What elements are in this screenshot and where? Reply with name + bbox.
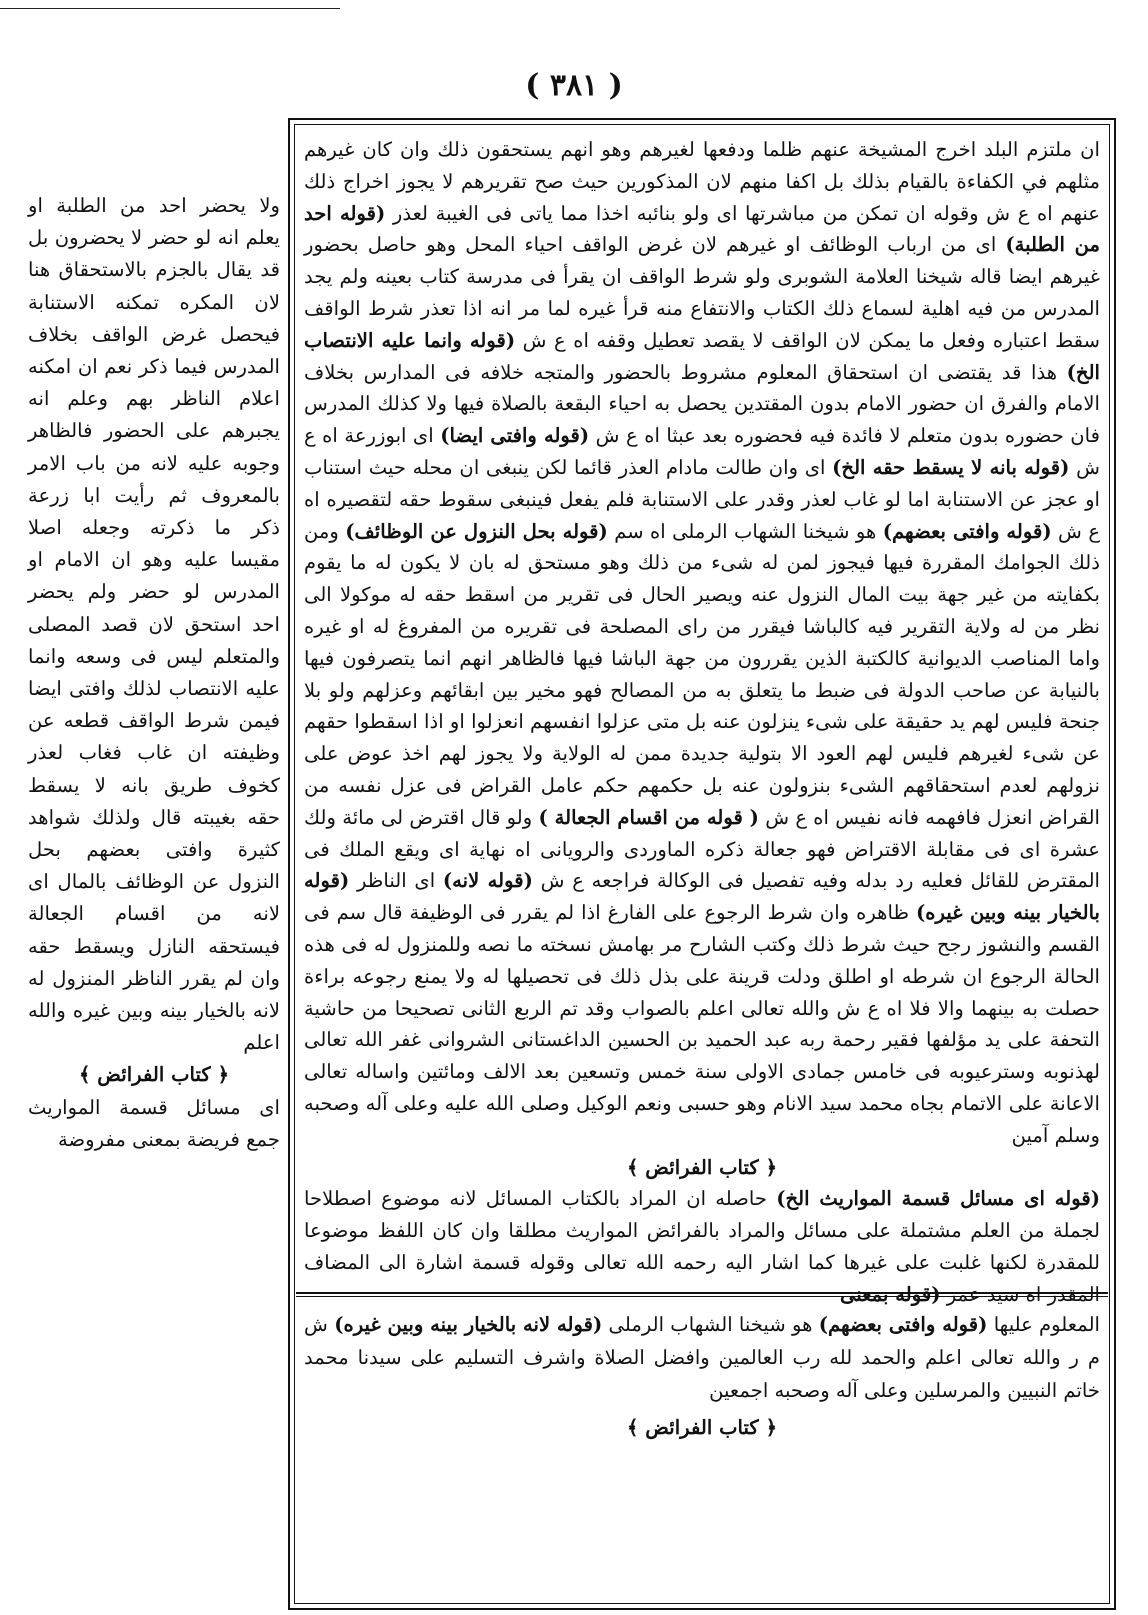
qawluhu-keyword: (قوله بمعنى (839, 1282, 941, 1306)
qawluhu-keyword: (قوله وافتى بعضهم) (882, 519, 1052, 543)
footer-text: المعلوم عليها (993, 1313, 1100, 1336)
qawluhu-keyword: (قوله احد من الطلبة) (304, 201, 1100, 257)
footer-divider-inner (296, 1296, 1108, 1297)
qawluhu-keyword: (قوله وافتى بعضهم) (818, 1313, 988, 1336)
qawluhu-keyword: (قوله وافتى ايضا) (440, 424, 590, 448)
qawluhu-keyword: (قوله اى مسائل قسمة المواريث الخ) (776, 1187, 1100, 1211)
commentary-text: حاصله ان المراد بالكتاب المسائل لانه موضوع اصطلاحا لجملة من العلم مشتملة على مسائل والمراد بالفرائض المواريث مطلقا وان كان اللفظ موضوعا للمقدرة لكنها غلبت على غيرها كما اشار اليه رحمه الله تعالى وقوله قسمة اشارة الى المضاف المقدر اه سيد عمر (304, 1187, 1100, 1306)
commentary-paragraph (304, 134, 1100, 1152)
commentary-text: ومن ذلك الجوامك المقررة فيها فيجوز لمن له شىء من ذلك وهو مستحق له بان لا يكون له ما يقوم بكفايته من غير جهة بيت المال النزول عنه ويصير الحال فى تقرير من اسقط حقه له موكولا الى نظر من له ولاية التقرير فيه كالباشا فيقرر من راى المصلحة فى تقريره من المفروغ له او غيره واما المناصب الديوانية كالكتبة الذين يقررون من جهة الباشا فيها فالظاهر انهم انما يتصرفون فيها بالنيابة عن صاحب الدولة فى ضبط ما يتعلق به من المصالح فهو مخير بين ابقائهم وعزلهم ولو بلا جنحة فليس لهم يد حقيقة على شىء ينزلون عنه بل متى عزلوا انفسهم انعزلوا او اذا اسقطوا حقهم عن شىء لغيرهم فليس لهم العود الا بتولية جديدة ممن له الولاية ولا يجوز لهم اخذ عوض على نزولهم لعدم استحقاقهم الشىء بنزولون عنه بل حكمهم حكم عامل القراض فى عزل نفسه من القراض انعزل فافهمه فانه نفيس اه ع ش (304, 519, 1100, 829)
footer-section-heading: ﴿ كتاب الفرائض ﴾ (626, 1416, 778, 1439)
qawluhu-keyword: (قوله بانه لا يسقط حقه الخ) (832, 455, 1070, 479)
qawluhu-keyword: (قوله وانما عليه الانتصاب الخ) (304, 328, 1100, 384)
footer-paragraph (304, 1308, 1100, 1407)
commentary-text: ان ملتزم البلد اخرج المشيخة عنهم ظلما ودفعها لغيرهم وهو انهم يستحقون ذلك وان كان غيرهم مثلهم في الكفاءة بالقيام بذلك بل اكفا منهم لان المذكورين حيث صح تقريرهم لا يجوز اخراج ذلك عنهم اه ع ش وقوله ان تمكن من مباشرتها اى ولو بنائبه اخذا مما ياتى فى الغيبة لعذر (304, 138, 1100, 225)
qawluhu-keyword: (قوله لانه بالخيار بينه وبين غيره) (334, 1313, 603, 1336)
footer-commentary (304, 1308, 1100, 1598)
matn-text-2: اى مسائل قسمة المواريث جمع فريضة بمعنى مفروضة (28, 1095, 280, 1151)
commentary-body (304, 134, 1101, 1306)
matn-text: ولا يحضر احد من الطلبة او يعلم انه لو حضر لا يحضرون بل قد يقال بالجزم بالاستحقاق هنا لان المكره تمكنه الاستنابة فيحصل غرض الواقف بخلاف المدرس فيما ذكر نعم ان امكنه اعلام الناظر بهم وعلم انه يجبرهم على الحضور فالظاهر وجوبه عليه لانه من باب الامر بالمعروف ثم رأيت ابا زرعة ذكر ما ذكرته وجعله اصلا مقيسا عليه وهو ان الامام او المدرس لو حضر ولم يحضر احد استحق لان قصد المصلى والمتعلم ليس فى وسعه وانما عليه الانتصاب لذلك وافتى ايضا فيمن شرط الواقف قطعه عن وظيفته ان غاب فغاب لعذر كخوف طريق بانه لا يسقط حقه بغيبته قال ولذلك شواهد كثيرة وافتى بعضهم بحل النزول عن الوظائف بالمال اى لانه من اقسام الجعالة فيستحقه النازل ويسقط حقه وان لم يقرر الناظر المنزول له لانه بالخيار بينه وبين غيره والله اعلم (28, 194, 280, 1055)
qawluhu-keyword: (قوله بحل النزول عن الوظائف) (345, 519, 608, 543)
commentary-text: هو شيخنا الشهاب الرملى اه سم (614, 519, 877, 543)
commentary-text: ظاهره وان شرط الرجوع على الفارغ اذا لم يقرر فى الوظيفة قال سم فى القسم والنشوز رجح حيث شرط ذلك وكتب الشارح مر بهامش نسخته ما نصه وللمنزول له فى هذه الحالة الرجوع ان شرطه او اطلق ودلت قرينة على بذل ذلك فى تحصيلها له ولا يمنع رجوعه براءة حصلت به بينهما والا فلا اه ع ش والله تعالى اعلم بالصواب وقد تم الربع الثانى تصحيحا من حاشية التحفة على يد مؤلفها فقير رحمة ربه عبد الحميد بن الحسين الداغستانى الشروانى غفر الله تعالى لهذنوبه وسترعيوبه فى خامس جمادى الاولى سنة خمس وتسعين بعد الالف ومائتين واساله تعالى الاعانة على الاتمام بجاه محمد سيد الانام وهو حسبى ونعم الوكيل وصلى الله عليه وعلى آله وصحبه وسلم آمين (304, 901, 1100, 1147)
commentary-frame (288, 118, 1116, 1610)
commentary-text: اى من ارباب الوظائف او غيرهم لان غرض الواقف احياء المحل وهو حاصل بحضور غيرهم ايضا قاله شيخنا العلامة الشوبرى ولو شرط الواقف ان يقرأ فى مدرسة كتاب بعينه ولم يجد المدرس من فيه اهلية لسماع ذلك الكتاب والانتفاع منه قرأ غيره لما مر انه اذا تعذر شرط الواقف سقط اعتباره وفعل ما يمكن لان الواقف لا يقصد تعطيل وقفه اه ع ش (304, 233, 1101, 352)
top-rule (0, 8, 340, 9)
section-heading: ﴿ كتاب الفرائض ﴾ (626, 1155, 778, 1179)
matn-side-column (28, 190, 280, 1330)
qawluhu-keyword: ( قوله من اقسام الجعالة ) (538, 805, 759, 829)
footer-text: هو شيخنا الشهاب الرملى (608, 1313, 813, 1336)
commentary-text: اى وان طالت مادام العذر قائما لكن ينبغى ان محله حيث استناب او عجز عن الاستنابة اما لو غاب لعذر وقدر على الاستنابة فلم يفعل فينبغى سقوط حقه لتقصيره اه ع ش (304, 455, 1101, 543)
matn-section-heading: ﴿ كتاب الفرائض ﴾ (78, 1063, 230, 1087)
page-number: ( ٣٨١ ) (525, 68, 623, 103)
commentary-text: اى ابوزرعة اه ع ش (304, 424, 1101, 479)
commentary-text: اى الناظر (356, 869, 436, 893)
footer-text: ش م ر والله تعالى اعلم والحمد لله رب العالمين وافضل الصلاة واشرف التسليم على سيدنا محمد خاتم النبيين والمرسلين وعلى آله وصحبه اجمعين (304, 1313, 1100, 1402)
commentary-text: ولو قال اقترض لى مائة ولك عشرة اى فى مقابلة الاقتراض فهو جعالة ذكره الماوردى والرويانى اه نهاية اى ويقع الملك فى المقترض للقائل فعليه رد بدله وفيه تفصيل فى الوكالة فراجعه ع ش (304, 805, 1100, 893)
footer-divider (296, 1292, 1108, 1294)
commentary-text: هذا قد يقتضى ان استحقاق المعلوم مشروط بالحضور والمتجه خلافه فى المدارس بخلاف الامام والفرق ان حضور الامام بدون المقتدين يحصل به احياء البقعة بالصلاة فيها ولا كذلك المدرس فان حضوره بدون متعلم لا فائدة فيه فحضوره بعد عبثا اه ع ش (304, 360, 1101, 448)
qawluhu-keyword: (قوله لانه) (442, 869, 533, 893)
qawluhu-keyword: (قوله بالخيار بينه وبين غيره) (304, 869, 1100, 925)
